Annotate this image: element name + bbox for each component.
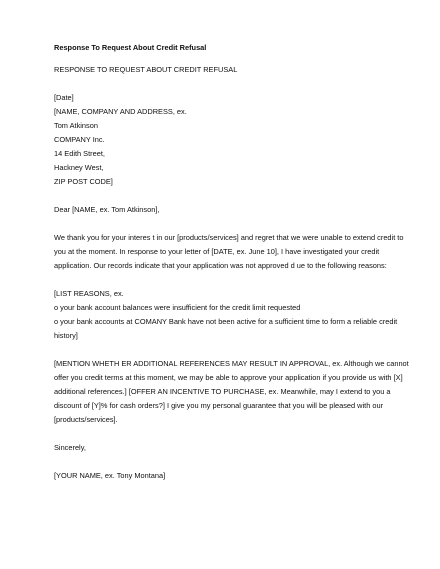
reasons-line: history] [54, 331, 78, 340]
body-paragraph-references [54, 357, 409, 427]
paragraph-line: [MENTION WHETH ER ADDITIONAL REFERENCES MAY RESULT IN APPROVAL, ex. Although we cannot [54, 359, 409, 368]
paragraph-line: offer you credit terms at this moment, we may be able to approve your application if you provide us with [X] [54, 373, 403, 382]
document-title: Response To Request About Credit Refusal [54, 43, 207, 52]
letter-signature: [YOUR NAME, ex. Tony Montana] [54, 471, 166, 480]
paragraph-line: application. Our records indicate that your application was not approved d ue to the following reasons: [54, 261, 387, 270]
address-line: Hackney West, [54, 163, 104, 172]
document-caps-title: RESPONSE TO REQUEST ABOUT CREDIT REFUSAL [54, 65, 238, 74]
paragraph-line: [products/services]. [54, 415, 118, 424]
reasons-list [54, 287, 400, 343]
address-line: COMPANY Inc. [54, 135, 105, 144]
letter-closing: Sincerely, [54, 443, 86, 452]
body-paragraph-intro [54, 231, 404, 273]
address-line: Tom Atkinson [54, 121, 98, 130]
address-line: ZIP POST CODE] [54, 177, 113, 186]
spacer [54, 455, 400, 469]
reasons-line: o your bank account balances were insufficient for the credit limit requested [54, 303, 301, 312]
reasons-line: [LIST REASONS, ex. [54, 289, 124, 298]
paragraph-line: you at the moment. In response to your letter of [DATE, ex. June 10], I have investigated your credit [54, 247, 380, 256]
spacer [54, 189, 400, 203]
paragraph-line: additional references.] [OFFER AN INCENTIVE TO PURCHASE, ex. Meanwhile, may I extend to you a [54, 387, 391, 396]
paragraph-line: We thank you for your interes t in our [products/services] and regret that we were unable to extend credit to [54, 233, 404, 242]
letter-greeting: Dear [NAME, ex. Tom Atkinson], [54, 205, 160, 214]
address-line: [NAME, COMPANY AND ADDRESS, ex. [54, 107, 187, 116]
spacer [54, 343, 400, 357]
spacer [54, 427, 400, 441]
letter-date: [Date] [54, 93, 74, 102]
reasons-line: o your bank accounts at COMANY Bank have not been active for a sufficient time to form a reliable credit [54, 317, 398, 326]
spacer [54, 217, 400, 231]
recipient-address [54, 105, 400, 189]
paragraph-line: discount of [Y]% for cash orders?] I give you my personal guarantee that you will be pleased with our [54, 401, 384, 410]
address-line: 14 Edith Street, [54, 149, 105, 158]
spacer [54, 273, 400, 287]
